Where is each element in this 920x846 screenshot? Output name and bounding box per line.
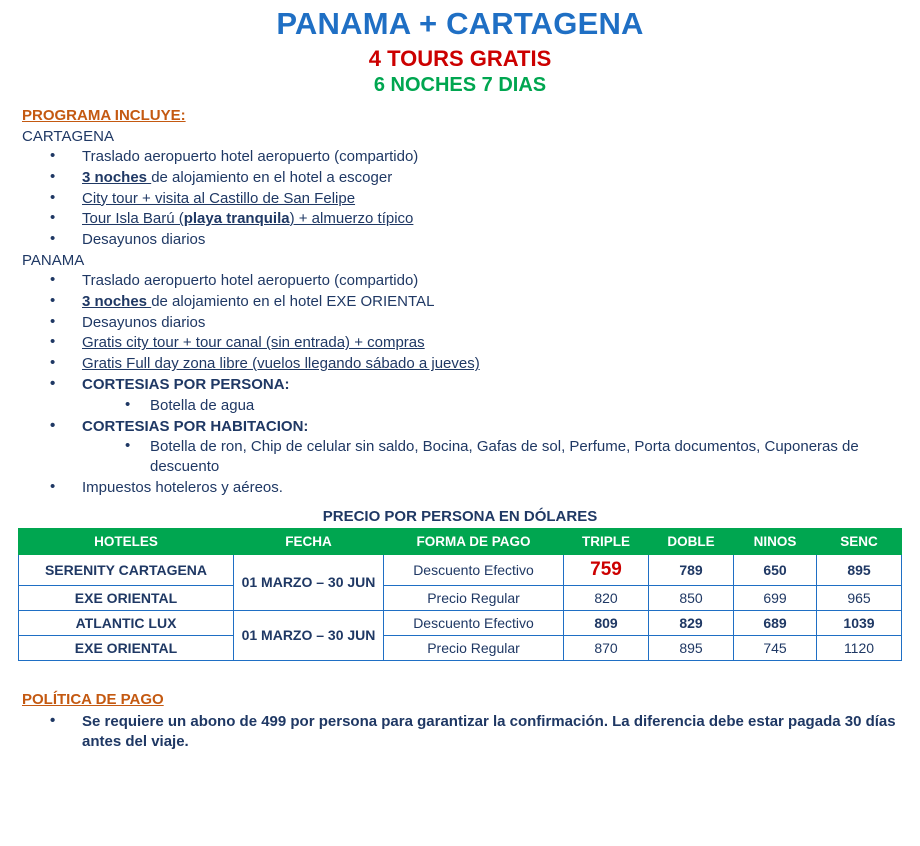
cell-ninos: 699 [734,585,817,610]
cell-ninos: 689 [734,610,817,635]
cell-triple: 759 [564,554,649,585]
price-table-body [19,554,902,660]
city-label-cartagena: CARTAGENA [22,128,114,145]
list-item-text: City tour + visita al Castillo de San Felipe [82,189,356,207]
page-title: PANAMA + CARTAGENA [276,6,644,41]
program-heading: PROGRAMA INCLUYE: [22,107,186,124]
list-item-cortesias-persona: • CORTESIAS POR PERSONA: [0,375,920,395]
price-table-header [19,528,902,554]
list-item [0,354,920,374]
cell-ninos: 745 [734,635,817,660]
policy-list [0,712,920,753]
cell-hotel: ATLANTIC LUX [19,610,234,635]
col-hoteles: HOTELES [19,528,234,554]
subtitle-tours: 4 TOURS GRATIS [368,46,552,71]
list-item: • Botella de agua [0,396,920,416]
list-item [0,189,920,209]
cortesias-habitacion-head-list [0,417,920,437]
col-fecha: FECHA [234,528,384,554]
cell-hotel: EXE ORIENTAL [19,635,234,660]
list-item [0,292,920,312]
cell-senc: 895 [817,554,902,585]
table-row [19,554,902,585]
cell-ninos: 650 [734,554,817,585]
cortesias-habitacion-list [0,437,920,477]
cell-doble: 850 [649,585,734,610]
list-item [0,168,920,188]
taxes-list [0,478,920,498]
list-item [0,333,920,353]
list-item-text: de alojamiento en el hotel a escoger [151,168,393,186]
cell-triple: 809 [564,610,649,635]
cell-senc: 965 [817,585,902,610]
cell-doble: 789 [649,554,734,585]
list-item: • Traslado aeropuerto hotel aeropuerto (compartido) [0,271,920,291]
cell-doble: 895 [649,635,734,660]
cell-forma-pago: Descuento Efectivo [384,610,564,635]
list-item-emphasis: 3 noches [82,168,152,186]
subtitle-nights: 6 NOCHES 7 DIAS [373,74,547,96]
table-row [19,610,902,635]
list-item: • Impuestos hoteleros y aéreos. [0,478,920,498]
list-item: • Desayunos diarios [0,230,920,250]
cell-triple: 870 [564,635,649,660]
cell-hotel: SERENITY CARTAGENA [19,554,234,585]
cell-forma-pago: Precio Regular [384,635,564,660]
cell-forma-pago: Descuento Efectivo [384,554,564,585]
cell-fecha: 01 MARZO – 30 JUN [234,610,384,660]
cortesias-persona-list [0,396,920,416]
table-row [19,585,902,610]
list-item: • Desayunos diarios [0,313,920,333]
policy-heading: POLÍTICA DE PAGO [22,690,164,708]
list-item-text: de alojamiento en el hotel EXE ORIENTAL [151,292,435,310]
col-triple: TRIPLE [564,528,649,554]
list-item: • Traslado aeropuerto hotel aeropuerto (compartido) [0,147,920,167]
col-senc: SENC [817,528,902,554]
cell-forma-pago: Precio Regular [384,585,564,610]
cell-doble: 829 [649,610,734,635]
price-table [18,528,902,661]
flyer-page [0,6,920,846]
list-item-cortesias-habitacion: • CORTESIAS POR HABITACION: [0,417,920,437]
list-item: • Botella de ron, Chip de celular sin saldo, Bocina, Gafas de sol, Perfume, Porta documentos, Cuponeras de descuento [0,437,920,477]
cell-hotel: EXE ORIENTAL [19,585,234,610]
list-item-emphasis: 3 noches [82,292,152,310]
cell-triple: 820 [564,585,649,610]
table-row [19,635,902,660]
list-item [0,209,920,229]
col-ninos: NINOS [734,528,817,554]
list-item: • Se requiere un abono de 499 por persona para garantizar la confirmación. La diferencia debe estar pagada 30 días antes del viaje. [0,712,920,753]
col-doble: DOBLE [649,528,734,554]
panama-list [0,271,920,395]
list-item-text: Gratis city tour + tour canal (sin entrada) + compras [82,334,425,352]
list-item-text: Tour Isla Barú (playa tranquila) + almuerzo típico [82,210,414,228]
cell-senc: 1039 [817,610,902,635]
list-item-text: Gratis Full day zona libre (vuelos llegando sábado a jueves) [82,355,480,373]
cell-senc: 1120 [817,635,902,660]
col-forma-pago: FORMA DE PAGO [384,528,564,554]
price-table-caption: PRECIO POR PERSONA EN DÓLARES [322,507,598,525]
table-header-row [19,528,902,554]
city-label-panama: PANAMA [22,251,85,269]
cell-fecha: 01 MARZO – 30 JUN [234,554,384,610]
cartagena-list [0,147,920,250]
